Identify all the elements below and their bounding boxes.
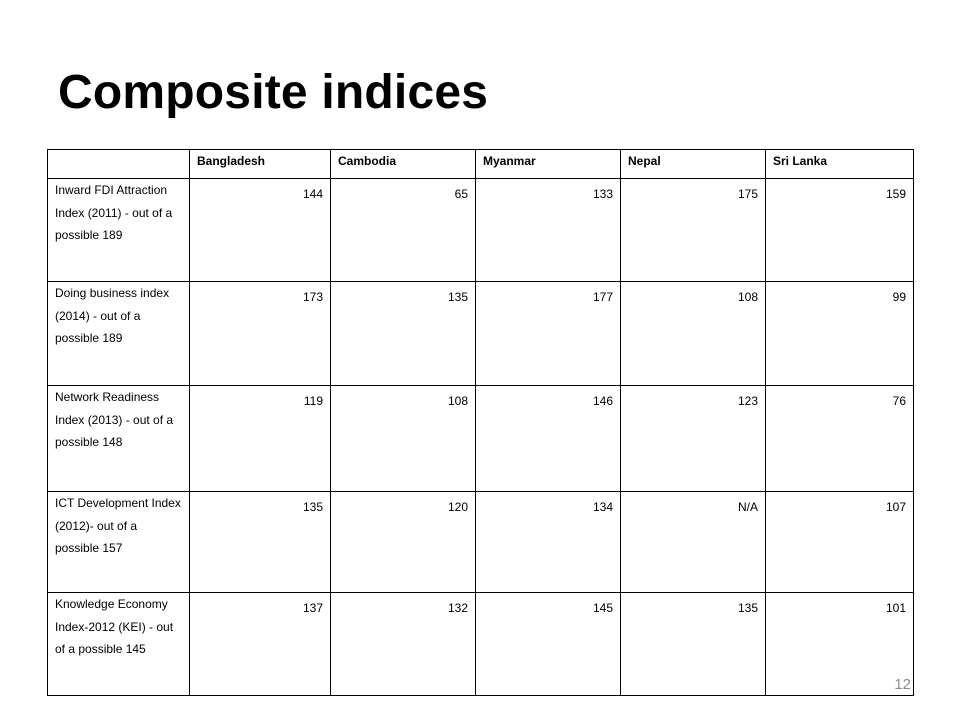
header-cell-bangladesh: Bangladesh — [190, 150, 331, 179]
value-cell: 134 — [476, 492, 621, 593]
value-cell: 135 — [190, 492, 331, 593]
row-label: Network Readiness Index (2013) - out of a possible 148 — [48, 386, 190, 492]
value-cell: 175 — [621, 179, 766, 282]
value-cell: 101 — [766, 593, 914, 696]
value-cell: 132 — [331, 593, 476, 696]
value-cell: 120 — [331, 492, 476, 593]
value-cell: 76 — [766, 386, 914, 492]
header-cell-cambodia: Cambodia — [331, 150, 476, 179]
value-cell: 137 — [190, 593, 331, 696]
value-cell: 99 — [766, 282, 914, 386]
value-cell: 107 — [766, 492, 914, 593]
value-cell: 135 — [331, 282, 476, 386]
header-cell-nepal: Nepal — [621, 150, 766, 179]
table-row — [48, 179, 914, 282]
table-header-row — [48, 150, 914, 179]
composite-indices-table — [47, 149, 914, 696]
value-cell: 146 — [476, 386, 621, 492]
table-row — [48, 282, 914, 386]
value-cell: 133 — [476, 179, 621, 282]
table-row — [48, 492, 914, 593]
value-cell: N/A — [621, 492, 766, 593]
row-label: Doing business index (2014) - out of a possible 189 — [48, 282, 190, 386]
table-row — [48, 386, 914, 492]
table-row — [48, 593, 914, 696]
value-cell: 159 — [766, 179, 914, 282]
value-cell: 145 — [476, 593, 621, 696]
row-label: Inward FDI Attraction Index (2011) - out of a possible 189 — [48, 179, 190, 282]
value-cell: 173 — [190, 282, 331, 386]
value-cell: 123 — [621, 386, 766, 492]
row-label: Knowledge Economy Index-2012 (KEI) - out of a possible 145 — [48, 593, 190, 696]
row-label: ICT Development Index (2012)- out of a possible 157 — [48, 492, 190, 593]
page-number: 12 — [894, 676, 911, 693]
value-cell: 119 — [190, 386, 331, 492]
value-cell: 177 — [476, 282, 621, 386]
value-cell: 108 — [331, 386, 476, 492]
value-cell: 144 — [190, 179, 331, 282]
value-cell: 135 — [621, 593, 766, 696]
value-cell: 108 — [621, 282, 766, 386]
slide-title: Composite indices — [58, 66, 489, 119]
header-cell-sri-lanka: Sri Lanka — [766, 150, 914, 179]
header-cell-myanmar: Myanmar — [476, 150, 621, 179]
header-cell-empty — [48, 150, 190, 179]
value-cell: 65 — [331, 179, 476, 282]
